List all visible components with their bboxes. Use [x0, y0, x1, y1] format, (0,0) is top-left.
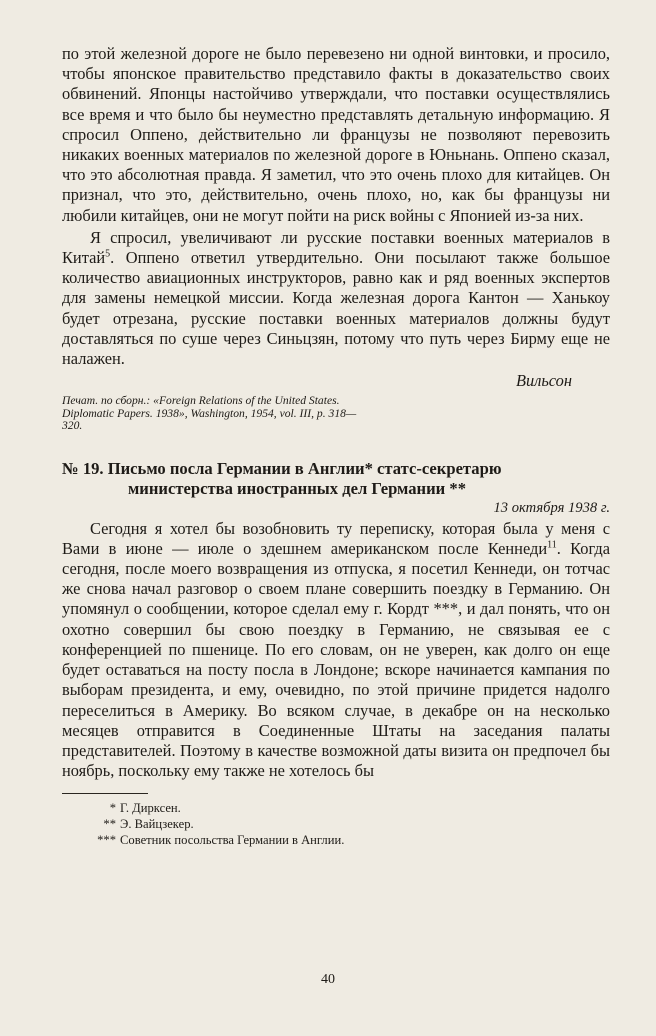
footnote-mark: * [109, 801, 116, 816]
footnote-item [62, 800, 610, 816]
paragraph-continuation: по этой железной дороге не было перевезено ни одной винтовки, и просило, чтобы японское правительство представило факты в доказательство своих обвинений. Японцы настойчиво утверждали, что поставки осуществлялись все время и что было бы неуместно представлять детальную информацию. Я спросил Оппено, действительно ли французы не позволяют перевозить никаких военных материалов по железной дороге в Юньнань. Оппено сказал, что это абсолютная правда. Я заметил, что это очень плохо для китайцев. Он признал, что это, действительно, очень плохо, но, как бы французы ни любили китайцев, они не могут пойти на риск войны с Японией из-за них. [62, 44, 610, 225]
letter-body [62, 519, 610, 782]
paragraph-text-start: Я спросил, увеличивают ли русские поставки военных материалов в Китай [62, 227, 610, 268]
footnote-mark: ** [103, 817, 116, 832]
footnote-reference-11: 11 [547, 539, 557, 551]
heading-line2: министерства иностранных дел Германии [128, 478, 446, 498]
heading-mark-2: ** [449, 478, 466, 498]
letter-body-part1: Сегодня я хотел бы возобновить ту переписку, которая была у меня с Вами в июне — июле о здешнем американском после Кеннеди [62, 518, 610, 558]
footnote-reference: 5 [105, 248, 111, 260]
document-heading [62, 459, 610, 499]
paragraph-text-end: Оппено ответил утвердительно. Они посылают также большое количество авиационных инструкторов, равно как и ряд военных экспертов для замены немецкой миссии. Когда железная дорога Кантон — Ханькоу будет отрезана, русские поставки военных материалов должны будут доставляться по суше через Синьцзян, потому что путь через Бирму еще не налажен. [62, 248, 611, 369]
heading-line1: № 19. Письмо посла Германии в Англии [62, 458, 365, 478]
footnote-text: Э. Вайцзекер. [120, 817, 194, 832]
signature: Вильсон [515, 371, 572, 391]
document-page [62, 44, 610, 848]
letter-body-part2: . Когда сегодня, после моего возвращения из отпуска, я посетил Кеннеди, он тотчас же снова начал разговор о своем плане совершить поездку в Германию. Он упомянул о сообщении, которое сделал ему г. Кордт ***, и дал понять, что он охотно совершил бы свою поездку в Германию, не связывая ее с конференцией по пшенице. По его словам, он не уверен, как долго он еще будет оставаться на посту посла в Лондоне; вскоре начинается кампания по выборам президента, и ему, очевидно, по этой причине придется надолго переселиться в Америку. Во всяком случае, в декабре он на несколько месяцев отправится в Соединенные Штаты на заседания палаты представителей. Поэтому в качестве возможной даты визита он предпочел бы ноябрь, поскольку ему также не хотелось бы [62, 538, 610, 781]
footnote-item [62, 832, 610, 848]
footnote-item [62, 816, 610, 832]
footnote-text: Советник посольства Германии в Англии. [120, 833, 345, 848]
document-date: 13 октября 1938 г. [493, 499, 610, 516]
heading-mark-1: * [364, 458, 373, 478]
footnote-mark: *** [97, 833, 116, 848]
footnote-text: Г. Дирксен. [120, 801, 181, 816]
paragraph-russian-supplies: Я спросил, увеличивают ли русские поставки военных материалов в Китай$^5$. Оппено ответил утвердительно. Они посылают также большое количество авиационных инструкторов, равно как и ряд военных экспертов для замены немецкой миссии. Когда железная дорога Кантон — Ханькоу будет отрезана, русские поставки военных материалов должны будут доставляться по суше через Синьцзян, потому что путь через Бирму еще не налажен. [62, 227, 611, 369]
page-number: 40 [321, 972, 335, 987]
heading-line2-wrap [62, 479, 610, 499]
footnote-divider [62, 793, 148, 794]
heading-line1-end: статс-секретарю [377, 458, 502, 478]
source-citation: Печат. по сборн.: «Foreign Relations of the United States. Diplomatic Papers. 1938», Washington, 1954, vol. III, p. 318—320. [62, 394, 357, 433]
